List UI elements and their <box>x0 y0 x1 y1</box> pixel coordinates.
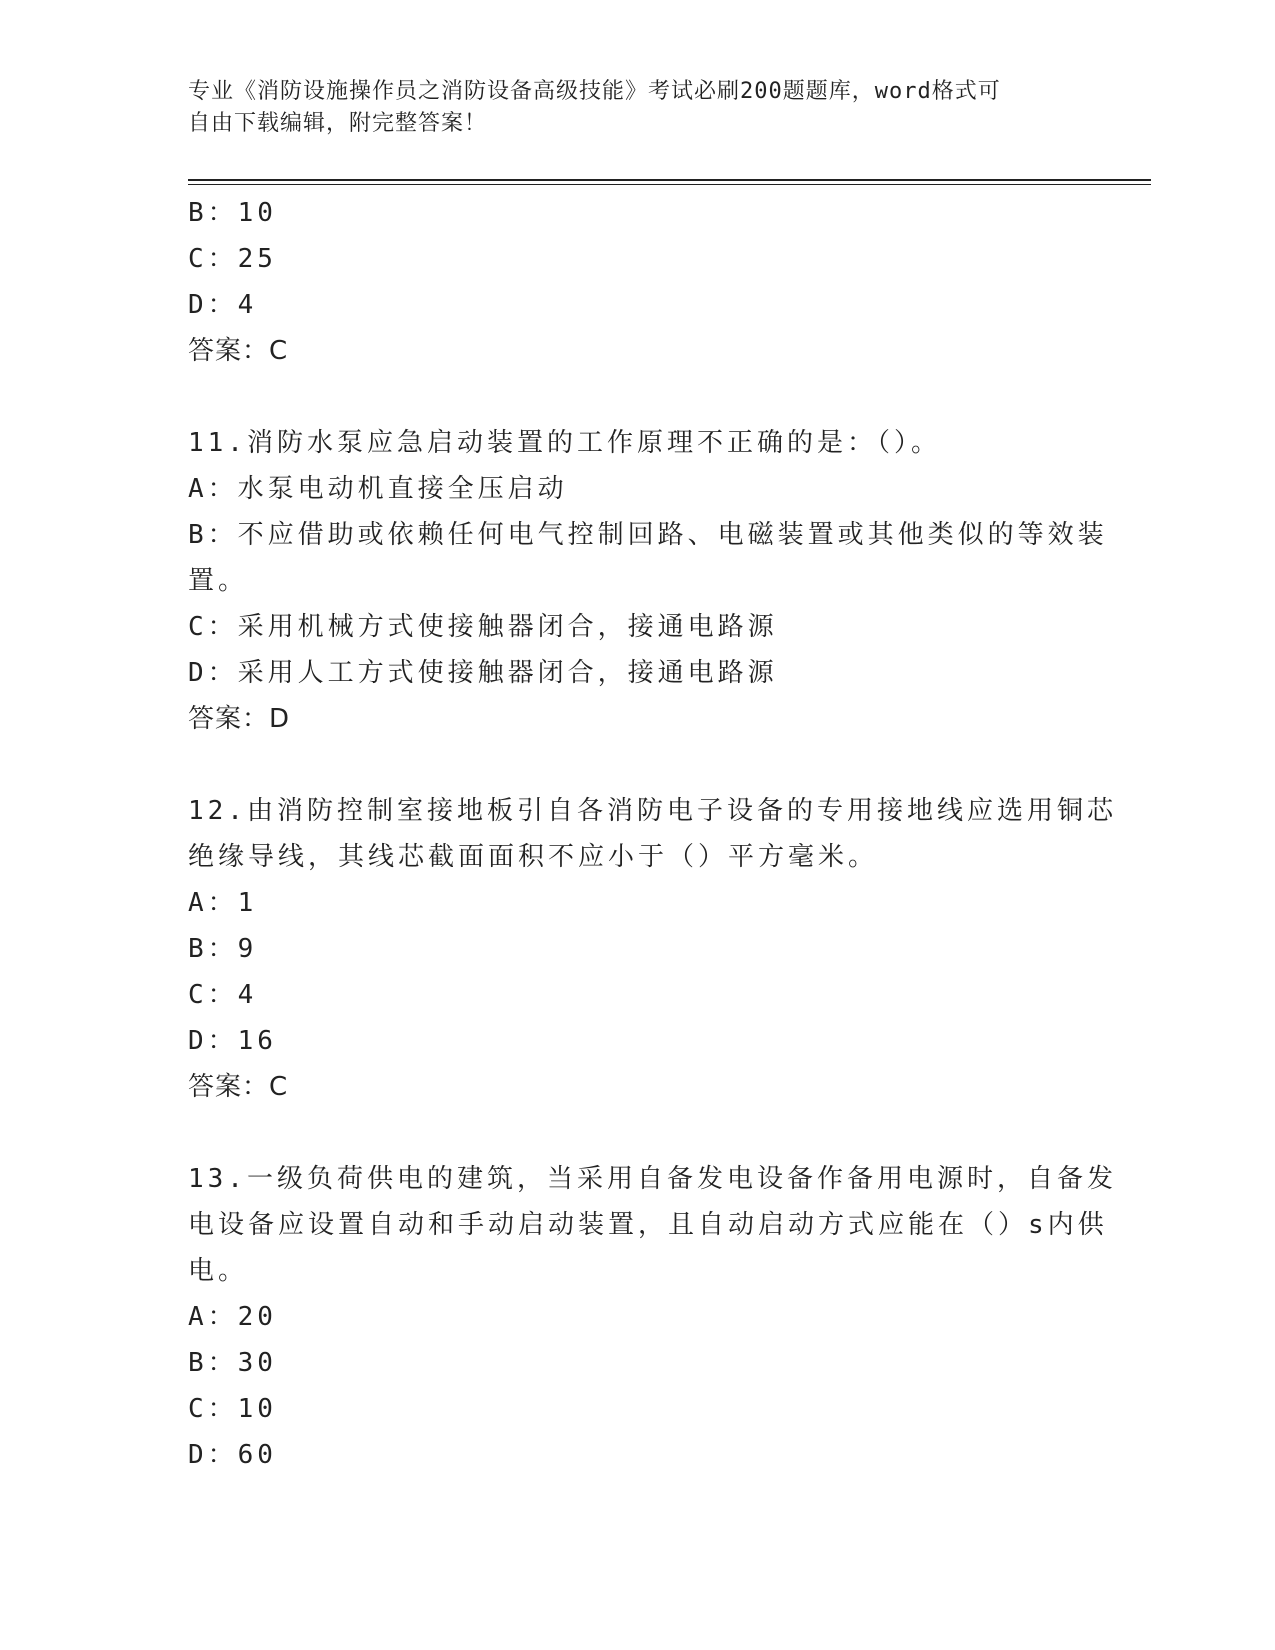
spacer <box>188 374 1088 420</box>
question-block-12 <box>188 788 1117 1110</box>
option-b: B：不应借助或依赖任何电气控制回路、电磁装置或其他类似的等效装 <box>188 520 1108 550</box>
header-title-line-1: 专业《消防设施操作员之消防设备高级技能》考试必刷200题题库，word格式可 <box>188 79 1001 104</box>
option-b: B：9 <box>188 934 258 964</box>
option-b: B：10 <box>188 198 277 228</box>
option-b: B：30 <box>188 1348 277 1378</box>
option-d: D：4 <box>188 290 258 320</box>
question-stem-continued: 绝缘导线，其线芯截面面积不应小于（）平方毫米。 <box>188 842 879 872</box>
option-a: A：20 <box>188 1302 277 1332</box>
page-header <box>188 76 1068 140</box>
question-stem: 13.一级负荷供电的建筑，当采用自备发电设备作备用电源时，自备发 <box>188 1164 1117 1194</box>
question-block-13 <box>188 1156 1117 1478</box>
answer-line: 答案：D <box>188 704 291 734</box>
option-d: D：采用人工方式使接触器闭合，接通电路源 <box>188 658 778 688</box>
option-c: C：采用机械方式使接触器闭合，接通电路源 <box>188 612 778 642</box>
answer-line: 答案：C <box>188 1072 289 1102</box>
question-block-previous <box>188 190 1088 374</box>
question-stem: 11.消防水泵应急启动装置的工作原理不正确的是：（）。 <box>188 428 941 458</box>
answer-line: 答案：C <box>188 336 289 366</box>
option-c: C：25 <box>188 244 277 274</box>
option-c: C：10 <box>188 1394 277 1424</box>
option-c: C：4 <box>188 980 258 1010</box>
header-title-line-2: 自由下载编辑，附完整答案！ <box>188 111 488 136</box>
option-d: D：60 <box>188 1440 277 1470</box>
question-block-11 <box>188 420 1108 742</box>
option-b-continued: 置。 <box>188 566 249 596</box>
question-stem-continued: 电设备应设置自动和手动启动装置，且自动启动方式应能在（）s内供 <box>188 1210 1108 1240</box>
header-divider-thick <box>188 179 1151 181</box>
option-d: D：16 <box>188 1026 277 1056</box>
spacer <box>188 1110 1088 1156</box>
option-a: A：1 <box>188 888 258 918</box>
question-stem: 12.由消防控制室接地板引自各消防电子设备的专用接地线应选用铜芯 <box>188 796 1117 826</box>
option-a: A：水泵电动机直接全压启动 <box>188 474 568 504</box>
question-stem-continued: 电。 <box>188 1256 249 1286</box>
question-list <box>188 190 1117 1478</box>
header-divider-thin <box>188 184 1151 185</box>
spacer <box>188 742 1088 788</box>
